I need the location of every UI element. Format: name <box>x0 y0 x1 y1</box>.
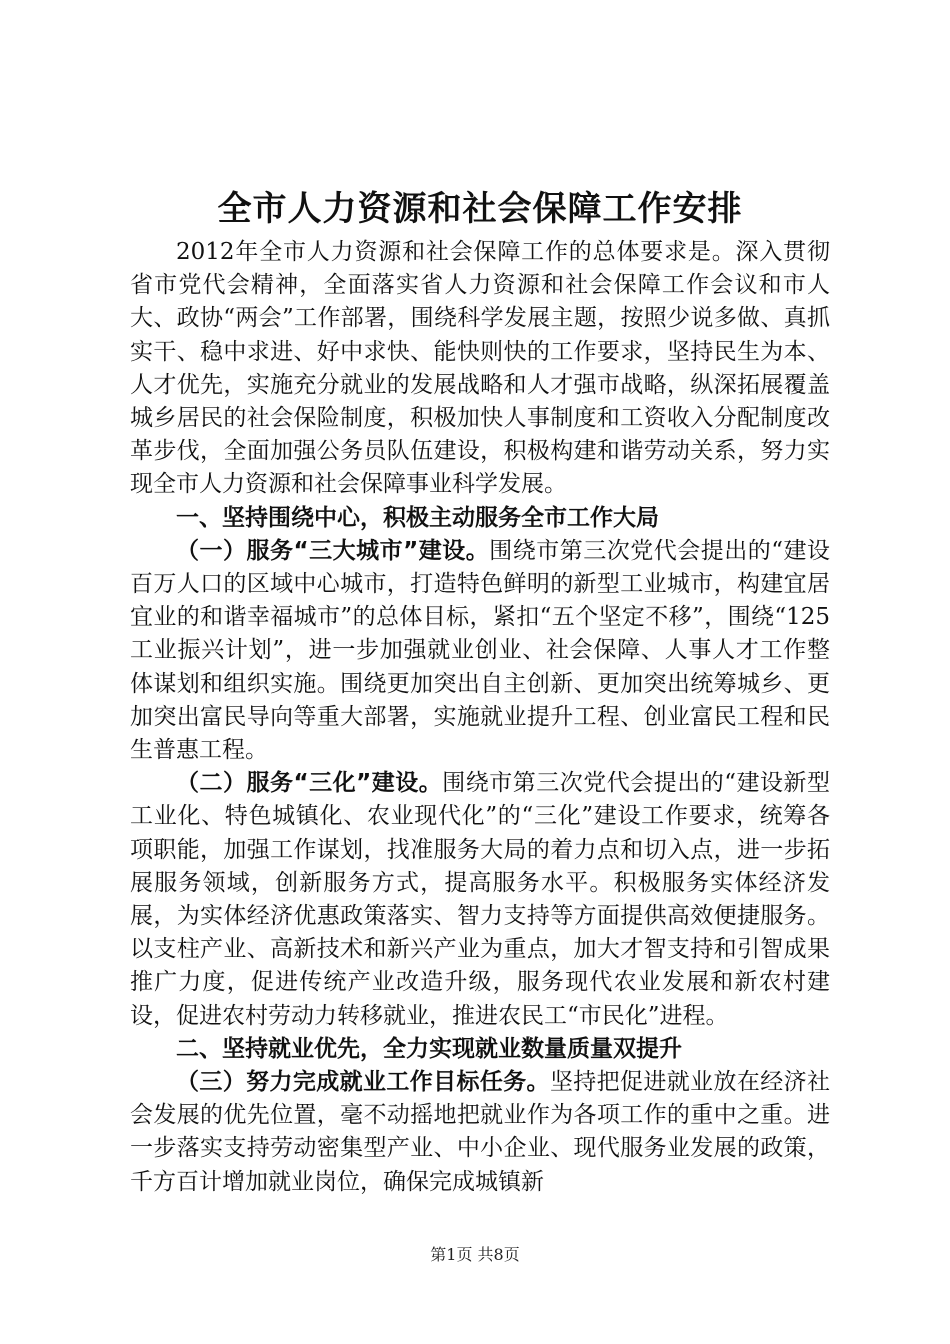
item-2-paragraph <box>130 767 830 1033</box>
section-1-heading: 一、坚持围绕中心，积极主动服务全市工作大局 <box>176 504 659 531</box>
item-2-lead: （二）服务“三化”建设。 <box>176 770 443 797</box>
item-1-body: 围绕市第三次党代会提出的“建设百万人口的区域中心城市，打造特色鲜明的新型工业城市，构建宜居宜业的和谐幸福城市”的总体目标，紧扣“五个坚定不移”，围绕“125工业振兴计划”，进一步加强就业创业、社会保障、人事人才工作整体谋划和组织实施。围绕更加突出自主创新、更加突出统筹城乡、更加突出富民导向等重大部署，实施就业提升工程、创业富民工程和民生普惠工程。 <box>130 537 830 764</box>
item-1-paragraph <box>130 535 830 767</box>
section-2-heading: 二、坚持就业优先，全力实现就业数量质量双提升 <box>176 1035 682 1062</box>
document-body <box>130 236 830 1199</box>
item-2-body: 围绕市第三次党代会提出的“建设新型工业化、特色城镇化、农业现代化”的“三化”建设工作要求，统筹各项职能，加强工作谋划，找准服务大局的着力点和切入点，进一步拓展服务领域，创新服务方式，提高服务水平。积极服务实体经济发展，为实体经济优惠政策落实、智力支持等方面提供高效便捷服务。以支柱产业、高新技术和新兴产业为重点，加大才智支持和引智成果推广力度，促进传统产业改造升级，服务现代农业发展和新农村建设，促进农村劳动力转移就业，推进农民工“市民化”进程。 <box>130 770 830 1029</box>
item-1-lead: （一）服务“三大城市”建设。 <box>176 537 490 564</box>
item-3-body: 坚持把促进就业放在经济社会发展的优先位置，毫不动摇地把就业作为各项工作的重中之重。进一步落实支持劳动密集型产业、中小企业、现代服务业发展的政策，千方百计增加就业岗位，确保完成城镇新 <box>130 1069 831 1195</box>
page-footer: 第1页 共8页 <box>430 1245 520 1264</box>
intro-paragraph: 2012年全市人力资源和社会保障工作的总体要求是。深入贯彻省市党代会精神，全面落实省人力资源和社会保障工作会议和市人大、政协“两会”工作部署，围绕科学发展主题，按照少说多做、真抓实干、稳中求进、好中求快、能快则快的工作要求，坚持民生为本、人才优先，实施充分就业的发展战略和人才强市战略，纵深拓展覆盖城乡居民的社会保险制度，积极加快人事制度和工资收入分配制度改革步伐，全面加强公务员队伍建设，积极构建和谐劳动关系，努力实现全市人力资源和社会保障事业科学发展。 <box>130 239 830 498</box>
item-3-lead: （三）努力完成就业工作目标任务。 <box>176 1069 550 1096</box>
document-title: 全市人力资源和社会保障工作安排 <box>217 189 743 229</box>
item-3-paragraph <box>130 1066 830 1199</box>
